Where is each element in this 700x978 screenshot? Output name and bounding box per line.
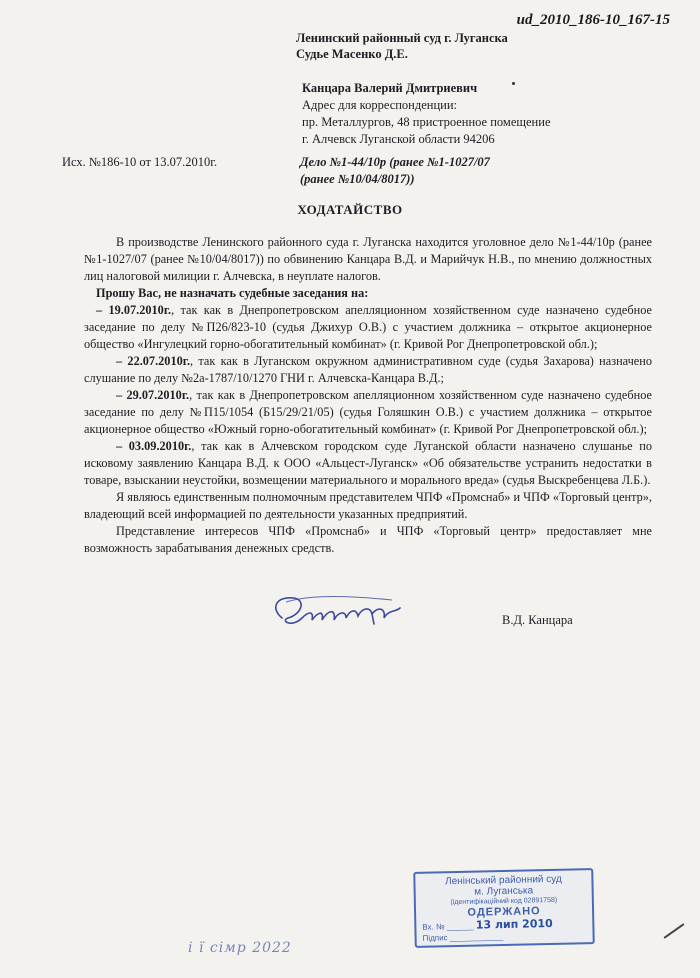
case-number-line-2: (ранее №10/04/8017)) bbox=[300, 172, 415, 186]
document-title: ХОДАТАЙСТВО bbox=[297, 202, 403, 217]
court-name: Ленинский районный суд г. Луганска bbox=[296, 31, 508, 45]
item-date: – 22.07.2010г. bbox=[116, 354, 191, 368]
stamp-sign-label: Підпис bbox=[422, 933, 448, 943]
request-line: Прошу Вас, не назначать судебные заседания на: bbox=[96, 286, 369, 300]
document-id: ud_2010_186-10_167-15 bbox=[516, 12, 670, 28]
stamp-sign-row: Підпис ____________ bbox=[422, 932, 504, 943]
item-date: – 19.07.2010г. bbox=[96, 303, 172, 317]
stamp-number-row: Вх. № ______ 13 лип 2010 bbox=[422, 916, 553, 932]
item-date: – 03.09.2010г. bbox=[116, 439, 192, 453]
list-item bbox=[84, 438, 652, 489]
ink-dot bbox=[512, 82, 515, 85]
item-text: , так как в Алчевском городском суде Луганской области назначено слушанье по исковому заявлению Канцара В.Д. к ООО «Альцест-Луганск» «Об обязательстве устранить недостатки в товаре, взыскании неустойки, возмещении материального и морального вреда» (судья Выскребенцева Л.Б.). bbox=[84, 439, 652, 487]
item-text: , так как в Днепропетровском апелляционном хозяйственном суде назначено судебное заседание по делу №П15/1054 (Б15/29/21/05) (судья Голяшкин О.В.) с участием должника – открытое акционерное общество «Южный горно-обогатительный комбинат» (г. Кривой Рог Днепропетровской обл.); bbox=[84, 388, 652, 436]
stamp-received: ОДЕРЖАНО bbox=[467, 905, 541, 919]
sender-name: Канцара Валерий Дмитриевич bbox=[302, 81, 478, 95]
handwritten-note: і ї сімр 2022 bbox=[188, 940, 292, 956]
list-item bbox=[84, 353, 652, 387]
judge-name: Судье Масенко Д.Е. bbox=[296, 47, 408, 61]
income-paragraph: Представление интересов ЧПФ «Промснаб» и ЧПФ «Торговый центр» предоставляет мне возможность зарабатывания денежных средств. bbox=[84, 524, 652, 555]
item-text: , так как в Луганском окружном административном суде (судья Захарова) назначено слушание по делу №2а-1787/10/1270 ГНИ г. Алчевска-Канцара В.Д.; bbox=[84, 354, 652, 385]
corner-mark bbox=[664, 923, 685, 938]
stamp-city: м. Луганська bbox=[474, 885, 534, 898]
stamp-code: (ідентифікаційний код 02891758) bbox=[450, 896, 558, 907]
list-item bbox=[84, 387, 652, 438]
address-label: Адрес для корреспонденции: bbox=[302, 98, 458, 112]
item-date: – 29.07.2010г. bbox=[116, 388, 190, 402]
stamp-date: 13 лип 2010 bbox=[475, 916, 553, 932]
representative-paragraph: Я являюсь единственным полномочным представителем ЧПФ «Промснаб» и ЧПФ «Торговый центр», владеющий всей информацией по деятельности указанных предприятий. bbox=[84, 490, 652, 521]
item-text: , так как в Днепропетровском апелляционном хозяйственном суде назначено судебное заседание по делу №П26/823-10 (судья Джихур О.В.) с участием должника – открытое акционерное общество «Ингулецкий горно-обогатительный комбинат» (г. Кривой Рог Днепропетровской обл.); bbox=[84, 303, 652, 351]
stamp-court: Ленінський районний суд bbox=[444, 873, 562, 888]
signatory-name: В.Д. Канцара bbox=[502, 613, 573, 627]
address-line-1: пр. Металлургов, 48 пристроенное помещение bbox=[302, 115, 551, 129]
address-line-2: г. Алчевск Луганской области 94206 bbox=[302, 132, 495, 146]
court-received-stamp bbox=[413, 868, 595, 948]
handwritten-signature bbox=[262, 588, 412, 638]
document-body bbox=[84, 234, 652, 557]
outgoing-number: Исх. №186-10 от 13.07.2010г. bbox=[62, 155, 218, 169]
case-number-line-1: Дело №1-44/10р (ранее №1-1027/07 bbox=[300, 155, 490, 169]
list-item bbox=[84, 302, 652, 353]
intro-paragraph: В производстве Ленинского районного суда г. Луганска находится уголовное дело №1-44/10р (ранее №1-1027/07 (ранее №10/04/8017)) по обвинению Канцара В.Д. и Марийчук Н.В., по мнению должностных лиц налоговой милиции г. Алчевска, в неуплате налогов. bbox=[84, 235, 652, 283]
stamp-vh-label: Вх. № bbox=[422, 922, 445, 932]
